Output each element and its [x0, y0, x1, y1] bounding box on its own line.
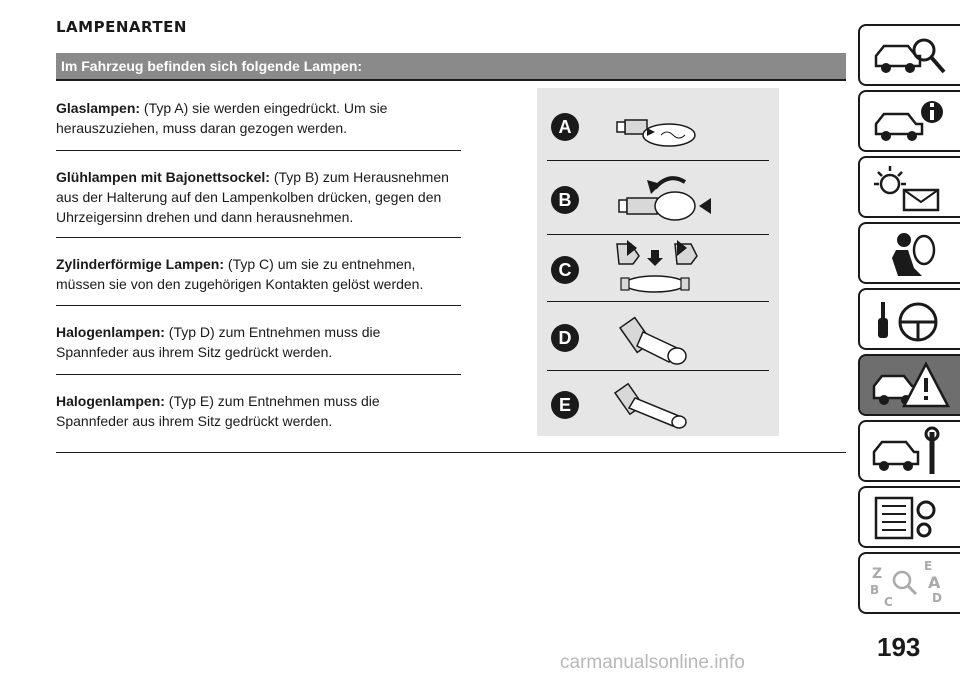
tab-warning-lights[interactable]	[858, 156, 960, 218]
alphabetical-index-icon	[868, 558, 954, 612]
entry-term: Halogenlampen:	[56, 324, 165, 340]
lamp-types-figure	[537, 88, 779, 436]
label-e-badge: E	[551, 391, 579, 419]
car-warning-triangle-icon	[868, 360, 954, 414]
intro-banner: Im Fahrzeug befinden sich folgende Lampen:	[56, 53, 846, 81]
entry-term: Glaslampen:	[56, 100, 141, 116]
entry-text: (Typ D) zum Entnehmen muss die	[168, 324, 381, 340]
car-info-icon	[868, 96, 954, 150]
entry-text: Spannfeder aus ihrem Sitz gedrückt werden.	[56, 344, 333, 360]
entry-text: aus der Halterung auf den Lampenkolben drücken, gegen den	[56, 189, 442, 205]
watermark: carmanualsonline.info	[560, 652, 745, 673]
entry-halogen-e	[56, 391, 466, 431]
entry-term: Zylinderförmige Lampen:	[56, 256, 225, 272]
bayonet-bulb-icon	[607, 166, 717, 228]
key-steering-wheel-icon	[868, 294, 954, 348]
svg-text:A: A	[928, 573, 941, 592]
figure-divider	[547, 370, 769, 371]
divider	[56, 150, 461, 151]
entry-text: (Typ E) zum Entnehmen muss die	[168, 393, 380, 409]
label-a-badge: A	[551, 113, 579, 141]
label-b-badge: B	[551, 186, 579, 214]
entry-halogen-d	[56, 322, 466, 362]
svg-text:Z: Z	[872, 566, 883, 582]
tab-emergency[interactable]	[858, 354, 960, 416]
svg-text:D: D	[932, 591, 942, 605]
glass-wedge-bulb-icon	[607, 102, 707, 152]
entry-term: Glühlampen mit Bajonettsockel:	[56, 169, 270, 185]
label-c-badge: C	[551, 256, 579, 284]
bottom-divider	[56, 452, 846, 453]
entry-text: müssen sie von den zugehörigen Kontakten gelöst werden.	[56, 276, 424, 292]
festoon-bulb-icon	[607, 240, 707, 302]
divider	[56, 305, 461, 306]
entry-term: Halogenlampen:	[56, 393, 165, 409]
tab-car-search[interactable]	[858, 24, 960, 86]
halogen-h7-bulb-icon	[607, 378, 717, 434]
entry-zylinder	[56, 254, 466, 294]
page-number: 193	[877, 632, 921, 662]
entry-text: (Typ B) zum Herausnehmen	[273, 169, 449, 185]
entry-bajonett	[56, 167, 466, 227]
car-wrench-icon	[868, 426, 954, 480]
entry-text: Spannfeder aus ihrem Sitz gedrückt werden.	[56, 413, 333, 429]
tab-starting-driving[interactable]	[858, 288, 960, 350]
entry-text: Uhrzeigersinn drehen und dann herausnehmen.	[56, 209, 354, 225]
entry-glaslampen	[56, 98, 466, 138]
section-heading: LAMPENARTEN	[56, 18, 187, 36]
tab-car-info[interactable]	[858, 90, 960, 152]
svg-text:C: C	[884, 595, 893, 609]
label-d-badge: D	[551, 324, 579, 352]
figure-divider	[547, 234, 769, 235]
figure-divider	[547, 160, 769, 161]
halogen-h4-bulb-icon	[607, 310, 717, 370]
warning-light-message-icon	[868, 162, 954, 216]
svg-text:E: E	[924, 559, 933, 573]
airbag-seat-icon	[868, 228, 954, 282]
entry-text: herauszuziehen, muss daran gezogen werden.	[56, 120, 348, 136]
figure-divider	[547, 301, 769, 302]
entry-text: (Typ A) sie werden eingedrückt. Um sie	[143, 100, 388, 116]
divider	[56, 374, 461, 375]
data-list-gears-icon	[868, 492, 954, 546]
car-search-icon	[868, 30, 954, 84]
tab-maintenance[interactable]	[858, 420, 960, 482]
divider	[56, 237, 461, 238]
tab-safety[interactable]	[858, 222, 960, 284]
svg-text:B: B	[870, 583, 880, 597]
tab-technical-data[interactable]	[858, 486, 960, 548]
tab-index[interactable]	[858, 552, 960, 614]
entry-text: (Typ C) um sie zu entnehmen,	[227, 256, 416, 272]
